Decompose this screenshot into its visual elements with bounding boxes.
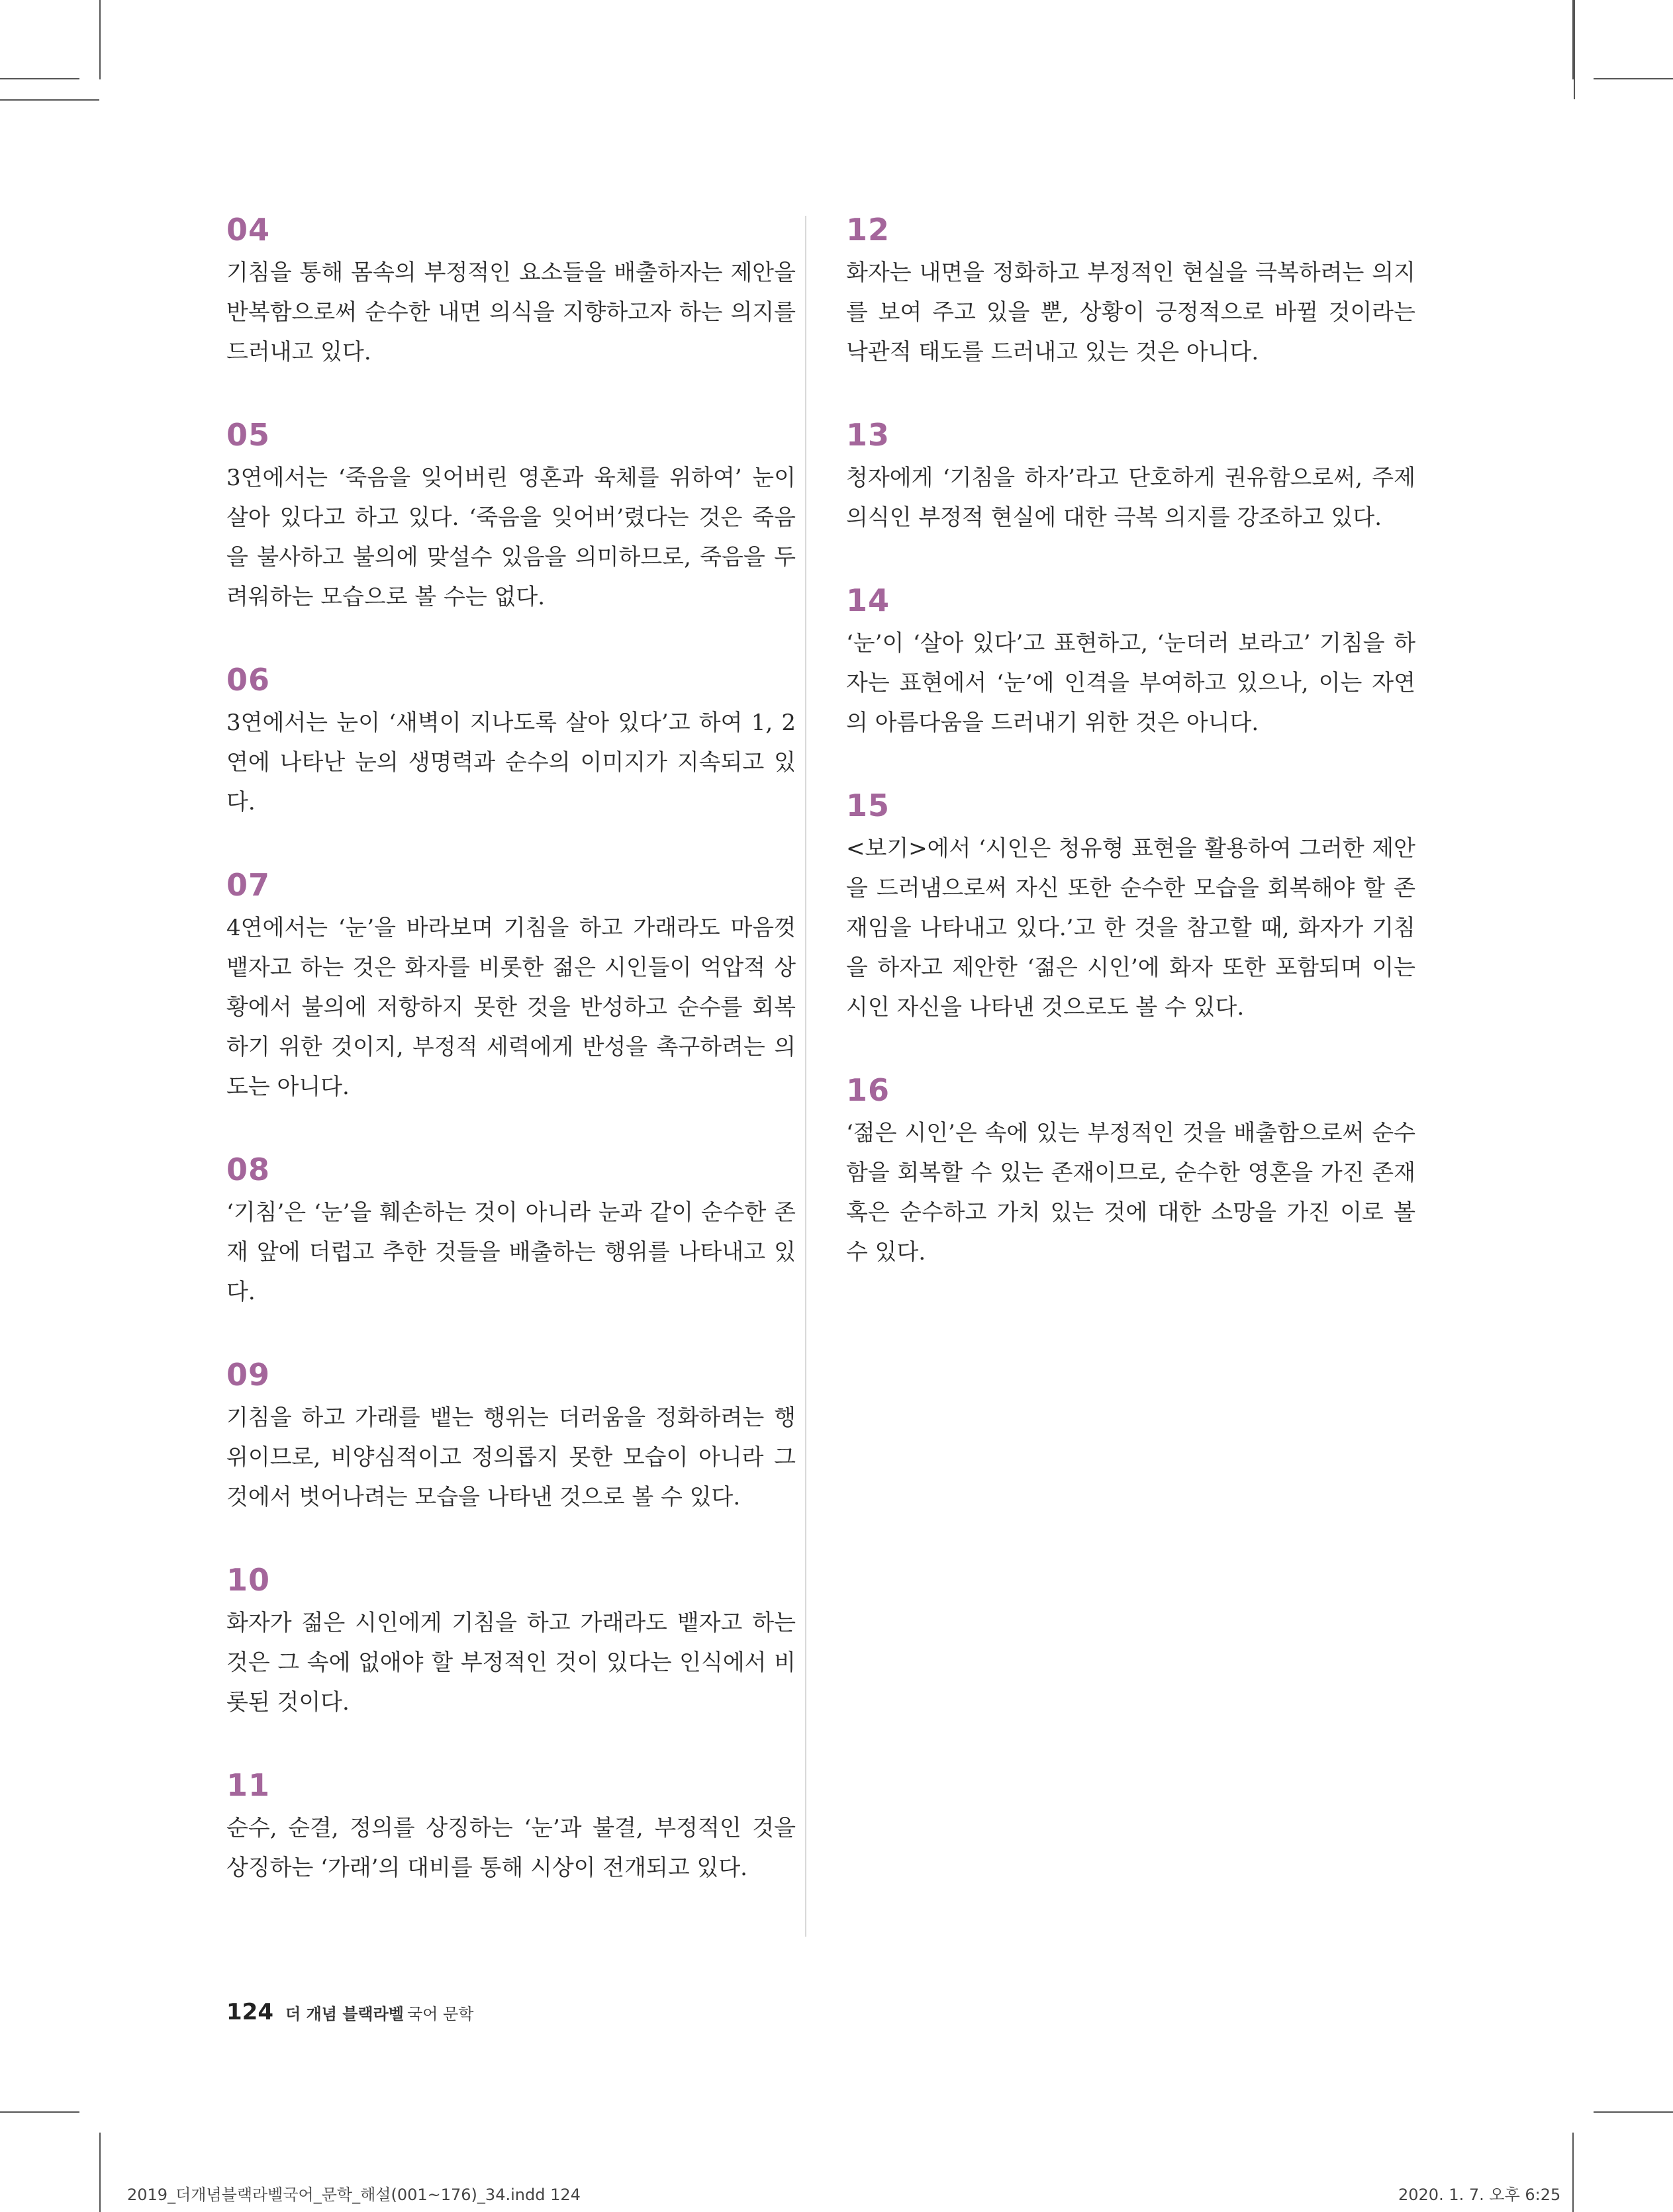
crop-mark	[1594, 78, 1673, 79]
item-number: 10	[226, 1562, 271, 1598]
answer-item	[226, 866, 796, 1107]
item-number: 14	[846, 582, 890, 618]
item-text: ‘젊은 시인’은 속에 있는 부정적인 것을 배출함으로써 순수함을 회복할 수 있는 존재이므로, 순수한 영혼을 가진 존재 혹은 순수하고 가치 있는 것에 대한 소망을 가진 이로 볼 수 있다.	[846, 1120, 1415, 1266]
answer-item	[226, 210, 796, 372]
slug-timestamp: 2020. 1. 7. 오후 6:25	[1398, 2186, 1561, 2204]
slug-filename: 2019_더개념블랙라벨국어_문학_해설(001~176)_34.indd 124	[127, 2186, 581, 2204]
answer-item	[226, 661, 796, 822]
crop-mark	[0, 2111, 79, 2113]
item-text: 청자에게 ‘기침을 하자’라고 단호하게 권유함으로써, 주제 의식인 부정적 현실에 대한 극복 의지를 강조하고 있다.	[846, 465, 1415, 531]
page-footer	[226, 1999, 473, 2025]
item-number: 13	[846, 417, 890, 453]
column-divider	[805, 216, 806, 1937]
item-text: ‘눈’이 ‘살아 있다’고 표현하고, ‘눈더러 보라고’ 기침을 하자는 표현에서 ‘눈’에 인격을 부여하고 있으나, 이는 자연의 아름다움을 드러내기 위한 것은 아니다.	[846, 630, 1415, 736]
item-number: 04	[226, 212, 271, 248]
answer-item	[226, 1356, 796, 1517]
item-number: 12	[846, 212, 890, 248]
item-number: 11	[226, 1767, 271, 1803]
answer-item	[846, 210, 1415, 372]
item-text: 순수, 순결, 정의를 상징하는 ‘눈’과 불결, 부정적인 것을 상징하는 ‘가래’의 대비를 통해 시상이 전개되고 있다.	[226, 1815, 796, 1881]
item-number: 08	[226, 1152, 271, 1187]
item-number: 05	[226, 417, 271, 453]
page-number: 124	[226, 1999, 273, 2025]
crop-mark	[99, 2133, 101, 2212]
item-number: 15	[846, 788, 890, 823]
crop-mark	[0, 99, 99, 101]
answer-item	[226, 416, 796, 617]
book-subtitle: 국어 문학	[407, 2005, 474, 2023]
item-text: 4연에서는 ‘눈’을 바라보며 기침을 하고 가래라도 마음껏 뱉자고 하는 것은 화자를 비롯한 젊은 시인들이 억압적 상황에서 불의에 저항하지 못한 것을 반성하고 순수를 회복하기 위한 것이지, 부정적 세력에게 반성을 촉구하려는 의도는 아니다.	[226, 915, 796, 1100]
answer-item	[226, 1150, 796, 1312]
answer-item	[226, 1561, 796, 1722]
left-column	[226, 210, 796, 1931]
item-text: 화자는 내면을 정화하고 부정적인 현실을 극복하려는 의지를 보여 주고 있을 뿐, 상황이 긍정적으로 바뀔 것이라는 낙관적 태도를 드러내고 있는 것은 아니다.	[846, 259, 1415, 365]
crop-mark	[1574, 0, 1575, 99]
item-text: 3연에서는 ‘죽음을 잊어버린 영혼과 육체를 위하여’ 눈이 살아 있다고 하고 있다. ‘죽음을 잊어버’렸다는 것은 죽음을 불사하고 불의에 맞설수 있음을 의미하므로, 죽음을 두려워하는 모습으로 볼 수는 없다.	[226, 465, 796, 610]
item-number: 07	[226, 867, 271, 903]
answer-item	[226, 1766, 796, 1888]
crop-mark	[0, 78, 79, 79]
item-number: 16	[846, 1072, 890, 1108]
item-text: 화자가 젊은 시인에게 기침을 하고 가래라도 뱉자고 하는 것은 그 속에 없애야 할 부정적인 것이 있다는 인식에서 비롯된 것이다.	[226, 1610, 796, 1716]
item-number: 06	[226, 662, 271, 698]
answer-item	[846, 416, 1415, 537]
right-column	[846, 210, 1415, 1316]
item-text: 3연에서는 눈이 ‘새벽이 지나도록 살아 있다’고 하여 1, 2연에 나타난 눈의 생명력과 순수의 이미지가 지속되고 있다.	[226, 710, 796, 815]
answer-item	[846, 1071, 1415, 1272]
item-text: <보기>에서 ‘시인은 청유형 표현을 활용하여 그러한 제안을 드러냄으로써 자신 또한 순수한 모습을 회복해야 할 존재임을 나타내고 있다.’고 한 것을 참고할 때, 화자가 기침을 하자고 제안한 ‘젊은 시인’에 화자 또한 포함되며 이는 시인 자신을 나타낸 것으로도 볼 수 있다.	[846, 835, 1415, 1021]
crop-mark	[1572, 2133, 1574, 2212]
item-number: 09	[226, 1357, 271, 1393]
crop-mark	[1594, 2111, 1673, 2113]
item-text: ‘기침’은 ‘눈’을 훼손하는 것이 아니라 눈과 같이 순수한 존재 앞에 더럽고 추한 것들을 배출하는 행위를 나타내고 있다.	[226, 1199, 796, 1305]
crop-mark	[99, 0, 101, 79]
answer-item	[846, 581, 1415, 743]
answer-item	[846, 786, 1415, 1027]
item-text: 기침을 하고 가래를 뱉는 행위는 더러움을 정화하려는 행위이므로, 비양심적이고 정의롭지 못한 모습이 아니라 그것에서 벗어나려는 모습을 나타낸 것으로 볼 수 있다.	[226, 1405, 796, 1510]
item-text: 기침을 통해 몸속의 부정적인 요소들을 배출하자는 제안을 반복함으로써 순수한 내면 의식을 지향하고자 하는 의지를 드러내고 있다.	[226, 259, 796, 365]
book-title: 더 개념 블랙라벨	[285, 2005, 404, 2023]
